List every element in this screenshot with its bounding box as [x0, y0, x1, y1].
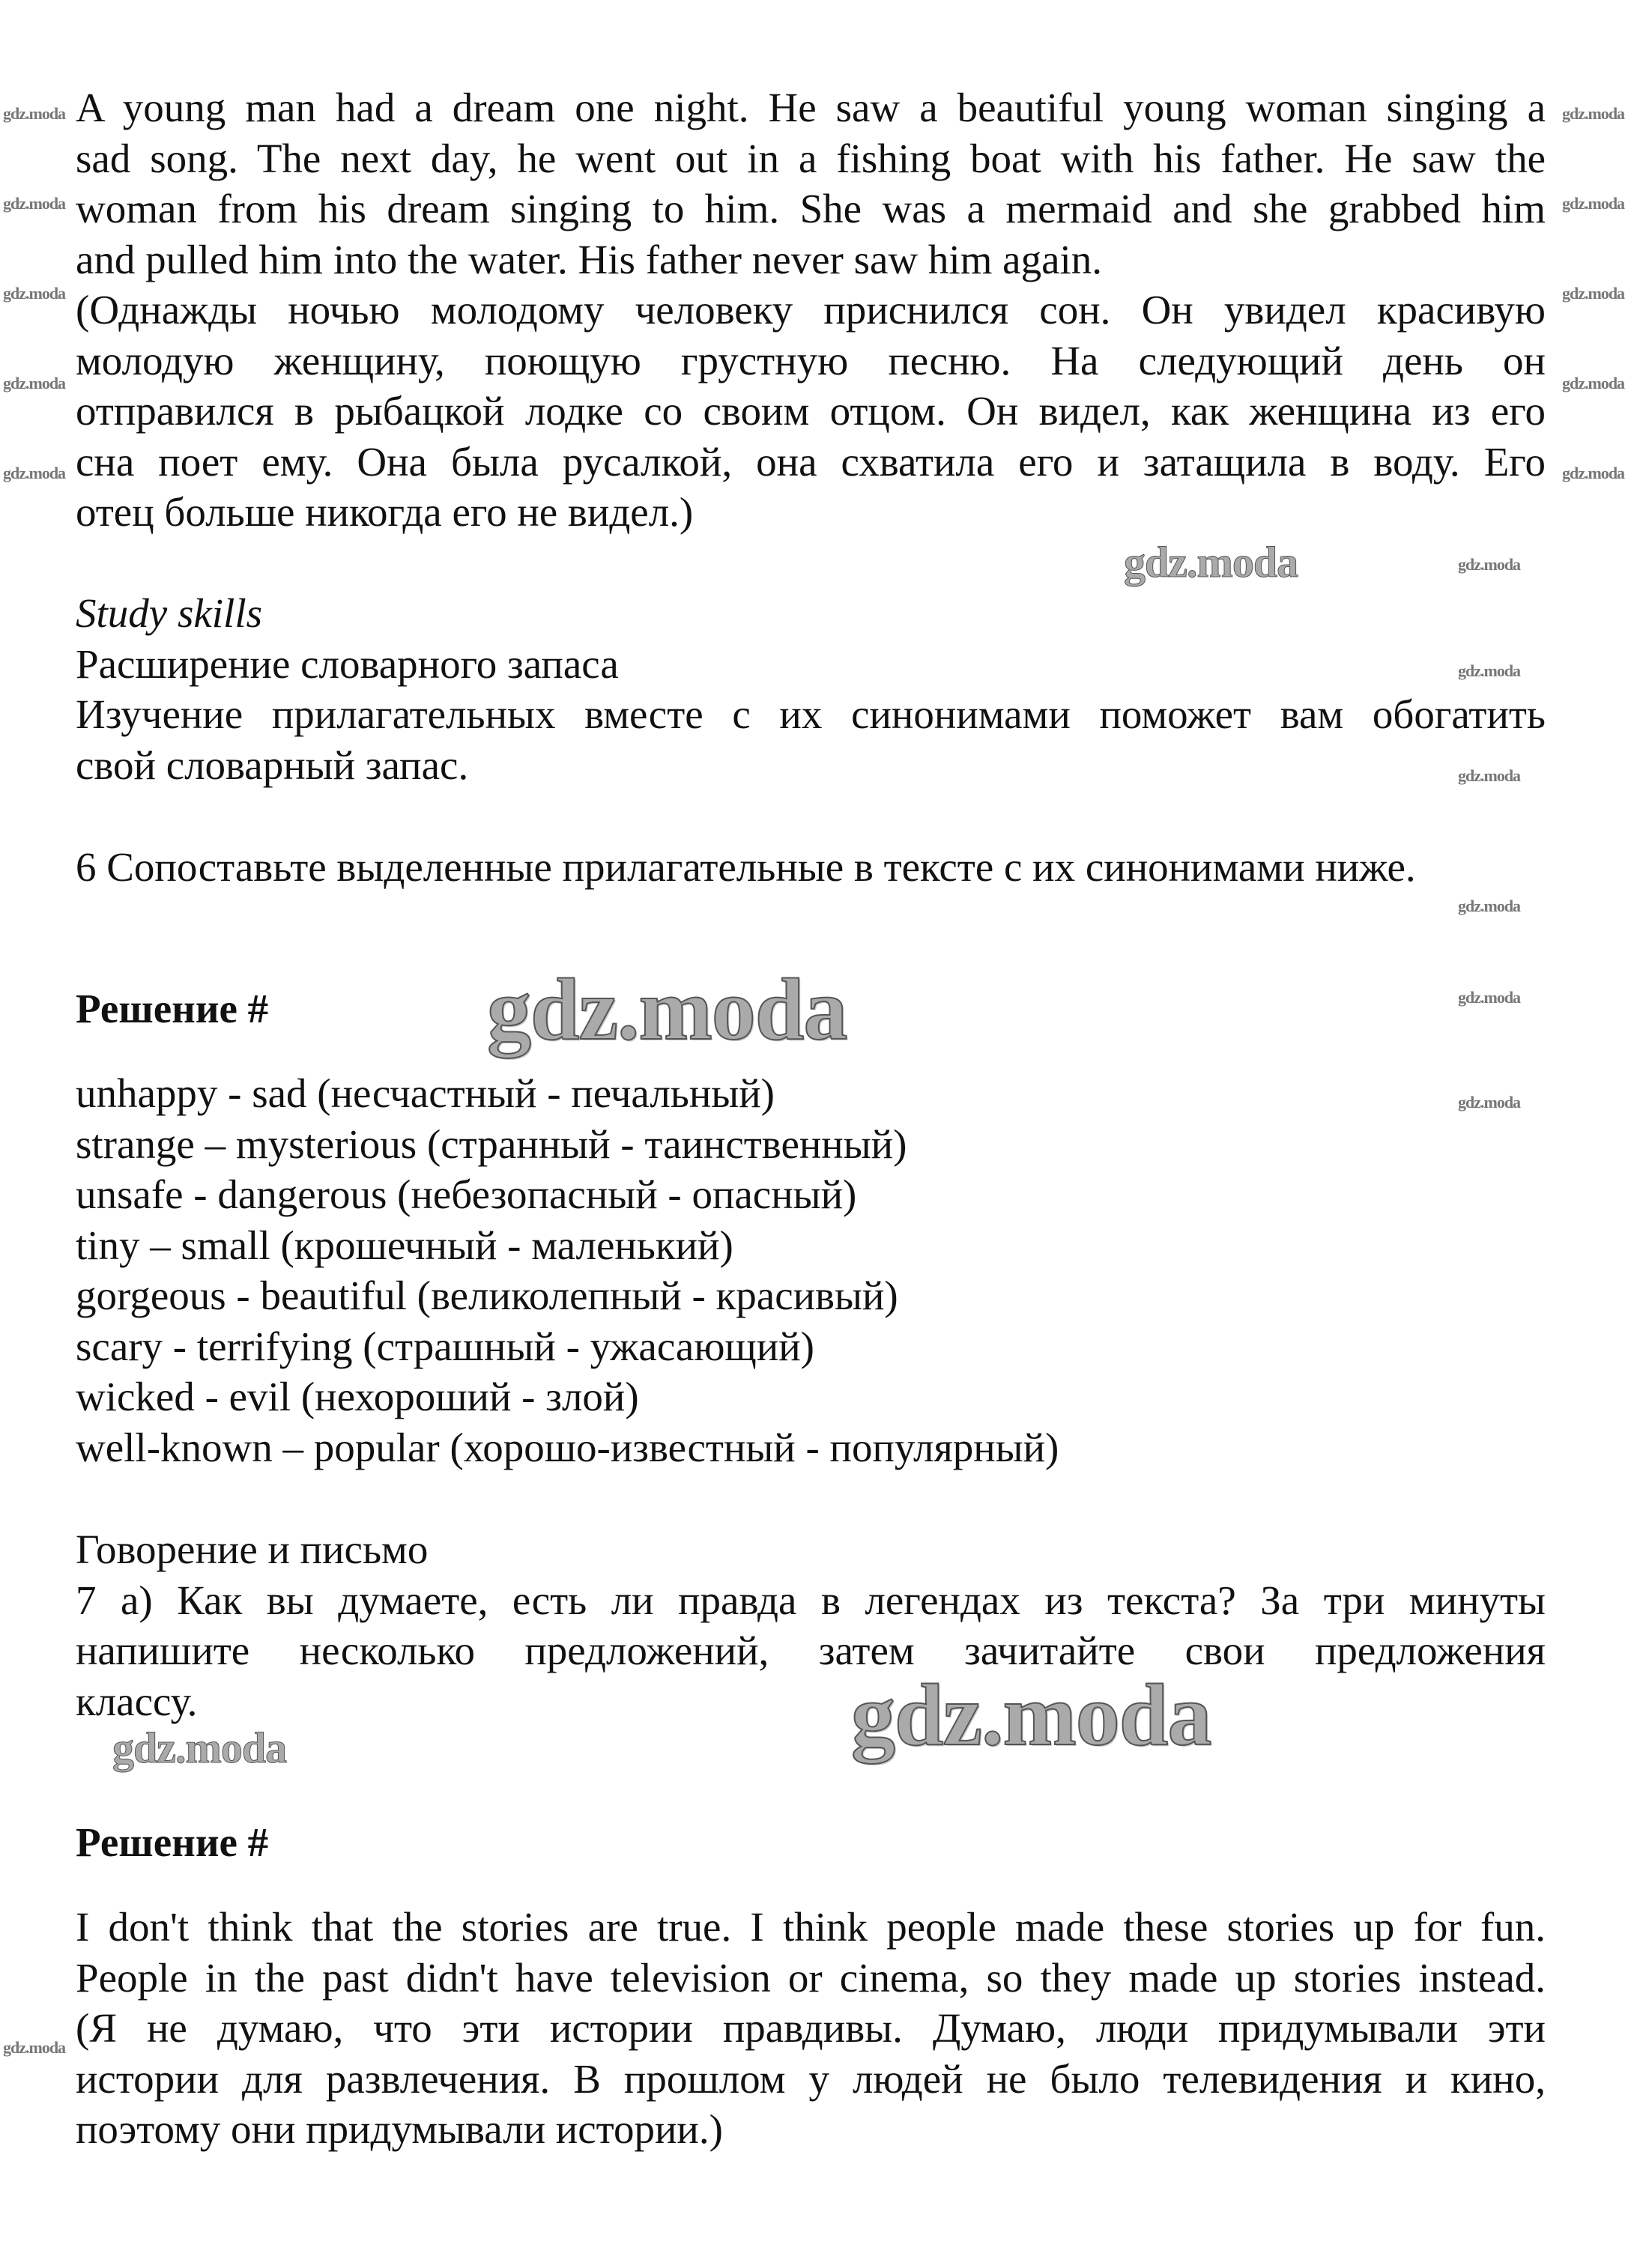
watermark: gdz.moda [1562, 104, 1625, 123]
story-translation-line: отправился в рыбацкой лодке со своим отцом. Он видел, как женщина из его [76, 388, 1546, 434]
list-item: wicked - evil (нехороший - злой) [76, 1374, 639, 1419]
watermark: gdz.moda [1458, 1093, 1521, 1112]
list-item: strange – mysterious (странный - таинственный) [76, 1121, 907, 1167]
speaking-title: Говорение и письмо [76, 1526, 429, 1572]
list-item: well-known – popular (хорошо-известный - популярный) [76, 1424, 1059, 1470]
watermark: gdz.moda [3, 104, 66, 123]
watermark: gdz.moda [851, 1666, 1211, 1764]
story-line: woman from his dream singing to him. She was a mermaid and she grabbed him [76, 186, 1546, 231]
answer-line: поэтому они придумывали истории.) [76, 2106, 723, 2152]
study-skills-subtitle: Расширение словарного запаса [76, 640, 619, 687]
watermark: gdz.moda [1458, 661, 1521, 680]
study-skills-title: Study skills [76, 590, 263, 636]
watermark: gdz.moda [1562, 194, 1625, 213]
watermark: gdz.moda [112, 1723, 287, 1772]
task-6-text: 6 Сопоставьте выделенные прилагательные в тексте с их синонимами ниже. [76, 844, 1416, 890]
study-skills-text: Изучение прилагательных вместе с их синонимами поможет вам обогатить [76, 691, 1546, 737]
watermark: gdz.moda [1458, 988, 1521, 1007]
watermark: gdz.moda [3, 194, 66, 213]
watermark: gdz.moda [1562, 284, 1625, 303]
list-item: unsafe - dangerous (небезопасный - опасный) [76, 1171, 857, 1217]
task-6 [76, 842, 1546, 893]
task-7-line: 7 a) Как вы думаете, есть ли правда в легендах из текста? За три минуты [76, 1577, 1546, 1623]
story-line: and pulled him into the water. His father never saw him again. [76, 236, 1103, 282]
story-translation-line: отец больше никогда его не видел.) [76, 489, 694, 535]
list-item: tiny – small (крошечный - маленький) [76, 1222, 733, 1268]
watermark: gdz.moda [3, 464, 66, 482]
list-item: gorgeous - beautiful (великолепный - красивый) [76, 1273, 898, 1318]
solution-2-text [76, 1902, 1546, 2155]
story-line: sad song. The next day, he went out in a fishing boat with his father. He saw the [76, 135, 1546, 181]
watermark: gdz.moda [1124, 538, 1298, 586]
watermark: gdz.moda [1458, 897, 1521, 915]
watermark: gdz.moda [1562, 464, 1625, 482]
solution-heading: Решение # [76, 986, 269, 1031]
solution-1-list [76, 1068, 1546, 1473]
story-translation-line: молодую женщину, поющую грустную песню. На следующий день он [76, 337, 1546, 383]
story-translation-line: сна поет ему. Она была русалкой, она схватила его и затащила в воду. Его [76, 438, 1546, 485]
solution-heading: Решение # [76, 1819, 269, 1865]
list-item: scary - terrifying (страшный - ужасающий) [76, 1323, 814, 1369]
speaking-section [76, 1524, 1546, 1726]
watermark: gdz.moda [1562, 374, 1625, 392]
story-translation-line: (Однажды ночью молодому человеку приснился сон. Он увидел красивую [76, 287, 1546, 333]
task-7-line: классу. [76, 1678, 198, 1724]
answer-line: (Я не думаю, что эти истории правдивы. Думаю, люди придумывали эти [76, 2005, 1546, 2051]
answer-line: истории для развлечения. В прошлом у людей не было телевидения и кино, [76, 2055, 1546, 2102]
watermark: gdz.moda [3, 2038, 66, 2057]
watermark: gdz.moda [487, 960, 847, 1058]
task-7-line: напишите несколько предложений, затем зачитайте свои предложения [76, 1628, 1546, 1673]
story-text [76, 82, 1546, 538]
story-line: A young man had a dream one night. He saw a beautiful young woman singing a [76, 85, 1546, 130]
watermark: gdz.moda [1458, 555, 1521, 574]
watermark: gdz.moda [3, 374, 66, 392]
study-skills-text: свой словарный запас. [76, 742, 469, 788]
answer-line: I don't think that the stories are true. I think people made these stories up for fun. [76, 1904, 1546, 1950]
study-skills [76, 588, 1546, 790]
list-item: unhappy - sad (несчастный - печальный) [76, 1070, 775, 1116]
watermark: gdz.moda [1458, 766, 1521, 785]
watermark: gdz.moda [3, 284, 66, 303]
solution-2-heading [76, 1817, 1546, 1868]
answer-line: People in the past didn't have television or cinema, so they made up stories instead. [76, 1954, 1546, 2001]
